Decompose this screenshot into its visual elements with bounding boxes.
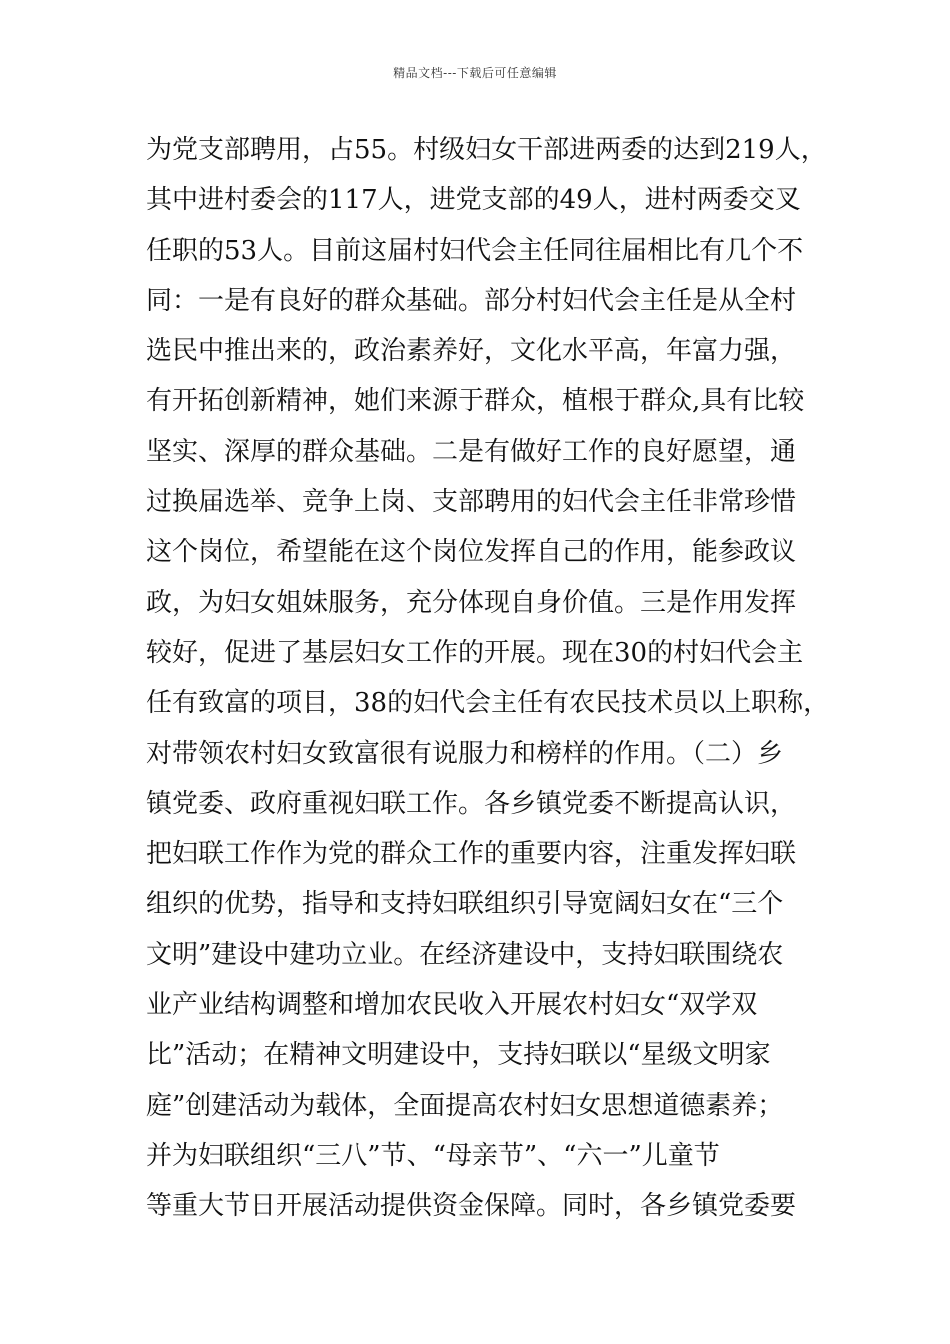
text-line: 这个岗位，希望能在这个岗位发挥自己的作用，能参政议 — [146, 537, 797, 568]
text-line: 文明”建设中建功立业。在经济建设中，支持妇联围绕农 — [146, 939, 784, 970]
text-line: 政，为妇女姐妹服务，充分体现自身价值。三是作用发挥 — [146, 587, 797, 618]
text-line: 庭”创建活动为载体，全面提高农村妇女思想道德素养； — [146, 1090, 784, 1121]
text-line: 有开拓创新精神，她们来源于群众，植根于群众,具有比较 — [146, 386, 805, 417]
text-line: 为党支部聘用，占55。村级妇女干部进两委的达到219人， — [146, 135, 827, 165]
text-line: 业产业结构调整和增加农民收入开展农村妇女“双学双 — [146, 990, 758, 1021]
text-line: 坚实、深厚的群众基础。二是有做好工作的良好愿望，通 — [146, 436, 797, 467]
text-line: 任有致富的项目，38的妇代会主任有农民技术员以上职称， — [146, 688, 830, 719]
text-line: 等重大节日开展活动提供资金保障。同时，各乡镇党委要 — [146, 1191, 797, 1222]
text-line: 把妇联工作作为党的群众工作的重要内容，注重发挥妇联 — [146, 839, 797, 870]
text-line: 其中进村委会的117人，进党支部的49人，进村两委交叉 — [146, 185, 801, 216]
body-text — [146, 128, 846, 1235]
page-header: 精品文档---下载后可任意编辑 — [393, 66, 557, 80]
text-line: 同：一是有良好的群众基础。部分村妇代会主任是从全村 — [146, 285, 797, 316]
text-line: 选民中推出来的，政治素养好，文化水平高，年富力强， — [146, 336, 797, 367]
text-line: 组织的优势，指导和支持妇联组织引导宽阔妇女在“三个 — [146, 889, 784, 920]
text-line: 比”活动；在精神文明建设中，支持妇联以“星级文明家 — [146, 1040, 771, 1071]
text-line: 对带领农村妇女致富很有说服力和榜样的作用。（二）乡 — [146, 738, 784, 769]
text-line: 过换届选举、竞争上岗、支部聘用的妇代会主任非常珍惜 — [146, 487, 797, 518]
text-line: 镇党委、政府重视妇联工作。各乡镇党委不断提高认识， — [146, 788, 797, 819]
text-line: 任职的53人。目前这届村妇代会主任同往届相比有几个不 — [146, 235, 804, 266]
text-line: 并为妇联组织“三八”节、“母亲节”、“六一”儿童节 — [146, 1140, 720, 1171]
text-line: 较好，促进了基层妇女工作的开展。现在30的村妇代会主 — [146, 637, 804, 668]
